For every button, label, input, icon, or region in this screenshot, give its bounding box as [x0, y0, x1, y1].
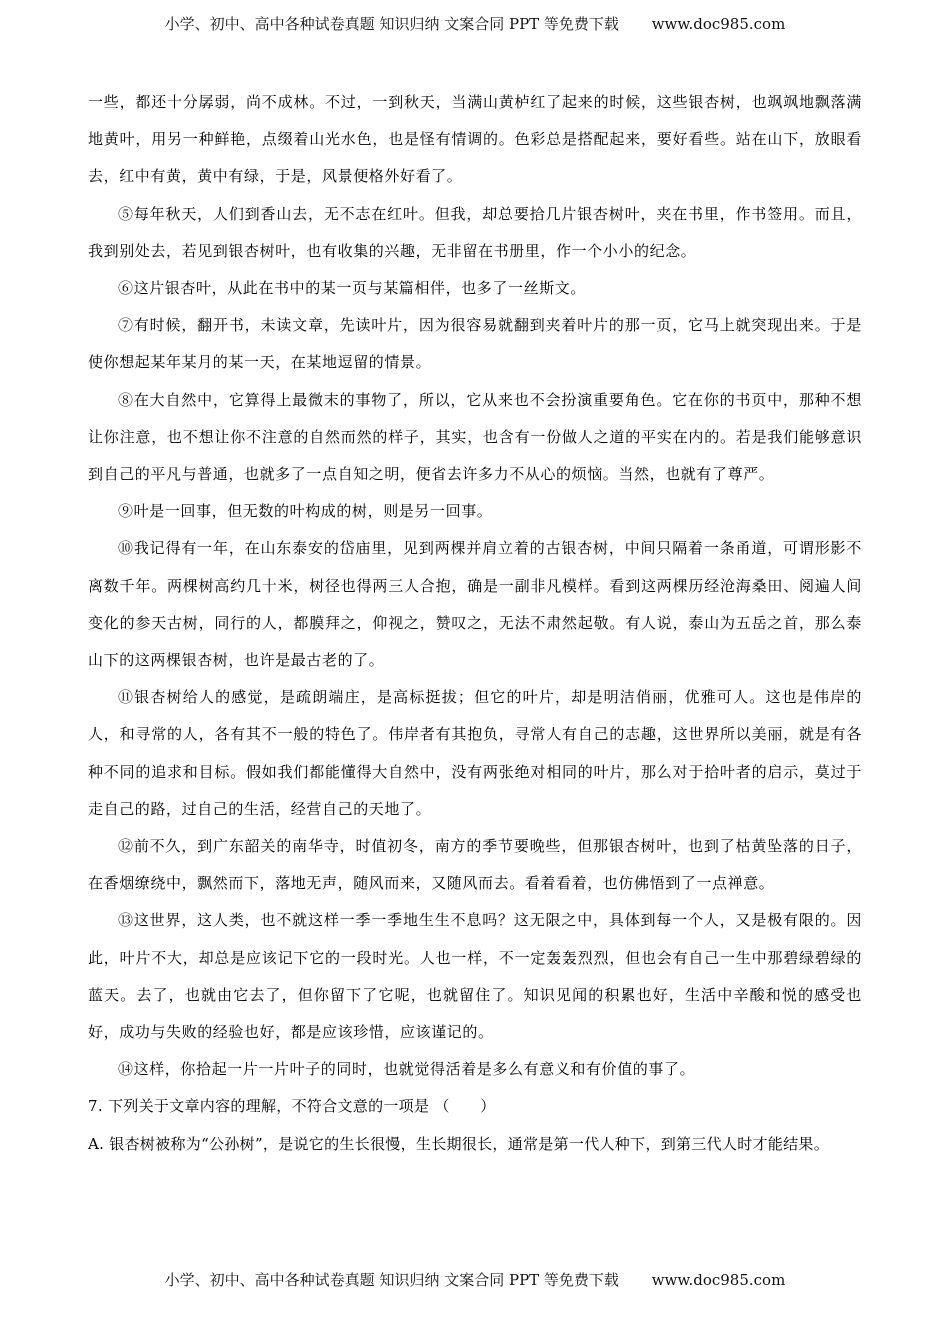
paragraph-13: ⑬这世界，这人类，也不就这样一季一季地生生不息吗？这无限之中，具体到每一个人，又是极有限的。因此，叶片不大，却总是应该记下它的一段时光。人也一样，不一定轰轰烈烈，但也会有自己一生中那碧绿碧绿的蓝天。去了，也就由它去了，但你留下了它呢，也就留住了。知识见闻的积累也好，生活中辛酸和悦的感受也好，成功与失败的经验也好，都是应该珍惜，应该谨记的。: [88, 911, 862, 1042]
paragraph-9: ⑨叶是一回事，但无数的叶构成的树，则是另一回事。: [118, 502, 493, 521]
question-7: 7. 下列关于文章内容的理解，不符合文意的一项是 （ ）: [88, 1097, 496, 1116]
header-url[interactable]: www.doc985.com: [651, 15, 786, 33]
article-body: [88, 84, 862, 1163]
option-a: A. 银杏树被称为“公孙树”，是说它的生长很慢，生长期很长，通常是第一代人种下，到第三代人时才能结果。: [88, 1134, 830, 1153]
paragraph-7: ⑦有时候，翻开书，未读文章，先读叶片，因为很容易就翻到夹着叶片的那一页，它马上就突现出来。于是使你想起某年某月的某一天，在某地逗留的情景。: [88, 316, 862, 372]
paragraph-14: ⑭这样，你拾起一片一片叶子的同时，也就觉得活着是多么有意义和有价值的事了。: [118, 1060, 696, 1079]
paragraph-12: ⑫前不久，到广东韶关的南华寺，时值初冬，南方的季节要晚些，但那银杏树叶，也到了枯黄坠落的日子，在香烟缭绕中，飘然而下，落地无声，随风而来，又随风而去。看着看着，也仿佛悟到了一点禅意。: [88, 837, 862, 893]
paragraph-continued: 一些，都还十分孱弱，尚不成林。不过，一到秋天，当满山黄栌红了起来的时候，这些银杏树，也飒飒地飘落满地黄叶，用另一种鲜艳，点缀着山光水色，也是怪有情调的。色彩总是搭配起来，要好看些。站在山下，放眼看去，红中有黄，黄中有绿，于是，风景便格外好看了。: [88, 93, 862, 186]
page-header: [0, 13, 950, 34]
footer-url[interactable]: www.doc985.com: [651, 1271, 786, 1289]
paragraph-10: ⑩我记得有一年，在山东泰安的岱庙里，见到两棵并肩立着的古银杏树，中间只隔着一条甬道，可谓形影不离数千年。两棵树高约几十米，树径也得两三人合抱，确是一副非凡模样。看到这两棵历经沧海桑田、阅遍人间变化的参天古树，同行的人，都膜拜之，仰视之，赞叹之，无法不肃然起敬。有人说，泰山为五岳之首，那么泰山下的这两棵银杏树，也许是最古老的了。: [88, 539, 862, 670]
page-footer: [0, 1269, 950, 1290]
paragraph-6: ⑥这片银杏叶，从此在书中的某一页与某篇相伴，也多了一丝斯文。: [118, 279, 587, 298]
paragraph-5: ⑤每年秋天，人们到香山去，无不志在红叶。但我，却总要拾几片银杏树叶，夹在书里，作书签用。而且，我到别处去，若见到银杏树叶，也有收集的兴趣，无非留在书册里，作一个小小的纪念。: [88, 204, 862, 260]
footer-tagline: 小学、初中、高中各种试卷真题 知识归纳 文案合同 PPT 等免费下载: [164, 1271, 619, 1289]
paragraph-8: ⑧在大自然中，它算得上最微末的事物了，所以，它从来也不会扮演重要角色。它在你的书页中，那种不想让你注意，也不想让你不注意的自然而然的样子，其实，也含有一份做人之道的平实在内的。若是我们能够意识到自己的平凡与普通，也就多了一点自知之明，便省去许多力不从心的烦恼。当然，也就有了尊严。: [88, 390, 862, 484]
paragraph-11: ⑪银杏树给人的感觉，是疏朗端庄，是高标挺拔；但它的叶片，却是明洁俏丽，优雅可人。这也是伟岸的人，和寻常的人，各有其不一般的特色了。伟岸者有其抱负，寻常人有自己的志趣，这世界所以美丽，就是有各种不同的追求和目标。假如我们都能懂得大自然中，没有两张绝对相同的叶片，那么对于拾叶者的启示，莫过于走自己的路，过自己的生活，经营自己的天地了。: [88, 688, 862, 818]
header-tagline: 小学、初中、高中各种试卷真题 知识归纳 文案合同 PPT 等免费下载: [164, 15, 619, 33]
